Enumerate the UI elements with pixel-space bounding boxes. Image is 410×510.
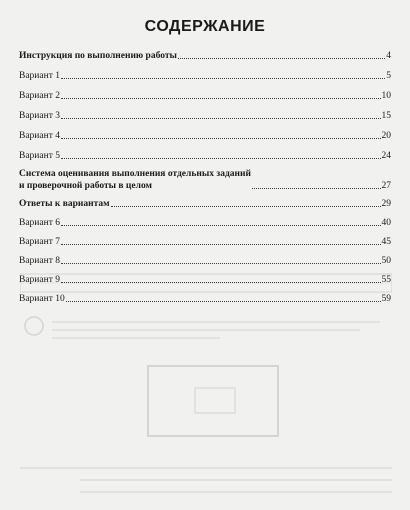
toc-entry-label: Вариант 8	[19, 256, 60, 266]
leader-dots	[61, 244, 381, 245]
toc-entry[interactable]	[19, 110, 391, 122]
toc-entry-page: 20	[381, 131, 391, 141]
toc-entry[interactable]	[19, 217, 391, 229]
toc-entry[interactable]	[19, 150, 391, 162]
toc-entry-page: 10	[381, 91, 391, 101]
toc-entry-page: 59	[381, 294, 391, 304]
toc-entry-page: 55	[381, 275, 391, 285]
leader-dots	[61, 138, 381, 139]
toc-entry[interactable]	[19, 293, 391, 305]
toc-entry-label: Вариант 2	[19, 91, 60, 101]
toc-entry[interactable]	[19, 70, 391, 82]
toc-entry-label: Вариант 5	[19, 151, 60, 161]
toc-entry[interactable]	[19, 90, 391, 102]
leader-dots	[61, 98, 381, 99]
toc-entry-label: Вариант 4	[19, 131, 60, 141]
toc-entry-label: Вариант 7	[19, 237, 60, 247]
toc-entry-page: 24	[381, 151, 391, 161]
toc-entry[interactable]	[19, 274, 391, 286]
toc-entry-page: 45	[381, 237, 391, 247]
toc-entry-page: 4	[386, 51, 391, 61]
leader-dots	[252, 188, 381, 189]
toc-entry-label: Вариант 10	[19, 294, 65, 304]
toc-entry-page: 50	[381, 256, 391, 266]
toc-entry-label: Вариант 3	[19, 111, 60, 121]
toc-entry-label: Ответы к вариантам	[19, 199, 110, 209]
leader-dots	[61, 282, 381, 283]
toc-entry[interactable]	[19, 255, 391, 267]
toc-entry-label: Вариант 6	[19, 218, 60, 228]
leader-dots	[61, 263, 381, 264]
leader-dots	[61, 158, 381, 159]
toc-entry[interactable]	[19, 198, 391, 210]
leader-dots	[66, 301, 381, 302]
leader-dots	[61, 78, 385, 79]
toc-entry-page: 5	[386, 71, 391, 81]
toc-entry-label: Вариант 9	[19, 275, 60, 285]
toc-entry[interactable]	[19, 168, 391, 192]
toc-entry[interactable]	[19, 50, 391, 62]
toc-entry-label-line1: Система оценивания выполнения отдельных заданий	[19, 169, 251, 179]
toc-entry-label: Вариант 1	[19, 71, 60, 81]
toc-entry[interactable]	[19, 130, 391, 142]
toc-entry-label: Инструкция по выполнению работы	[19, 51, 177, 61]
leader-dots	[111, 206, 381, 207]
toc-entry-page: 29	[381, 199, 391, 209]
toc-entry-page: 15	[381, 111, 391, 121]
toc-list	[19, 50, 391, 308]
toc-entry-page: 40	[381, 218, 391, 228]
leader-dots	[178, 58, 385, 59]
leader-dots	[61, 225, 381, 226]
toc-entry-label-line2: и проверочной работы в целом	[19, 181, 152, 191]
toc-entry-page: 27	[381, 181, 391, 191]
page-title: СОДЕРЖАНИЕ	[144, 18, 266, 35]
toc-entry[interactable]	[19, 236, 391, 248]
leader-dots	[61, 118, 381, 119]
